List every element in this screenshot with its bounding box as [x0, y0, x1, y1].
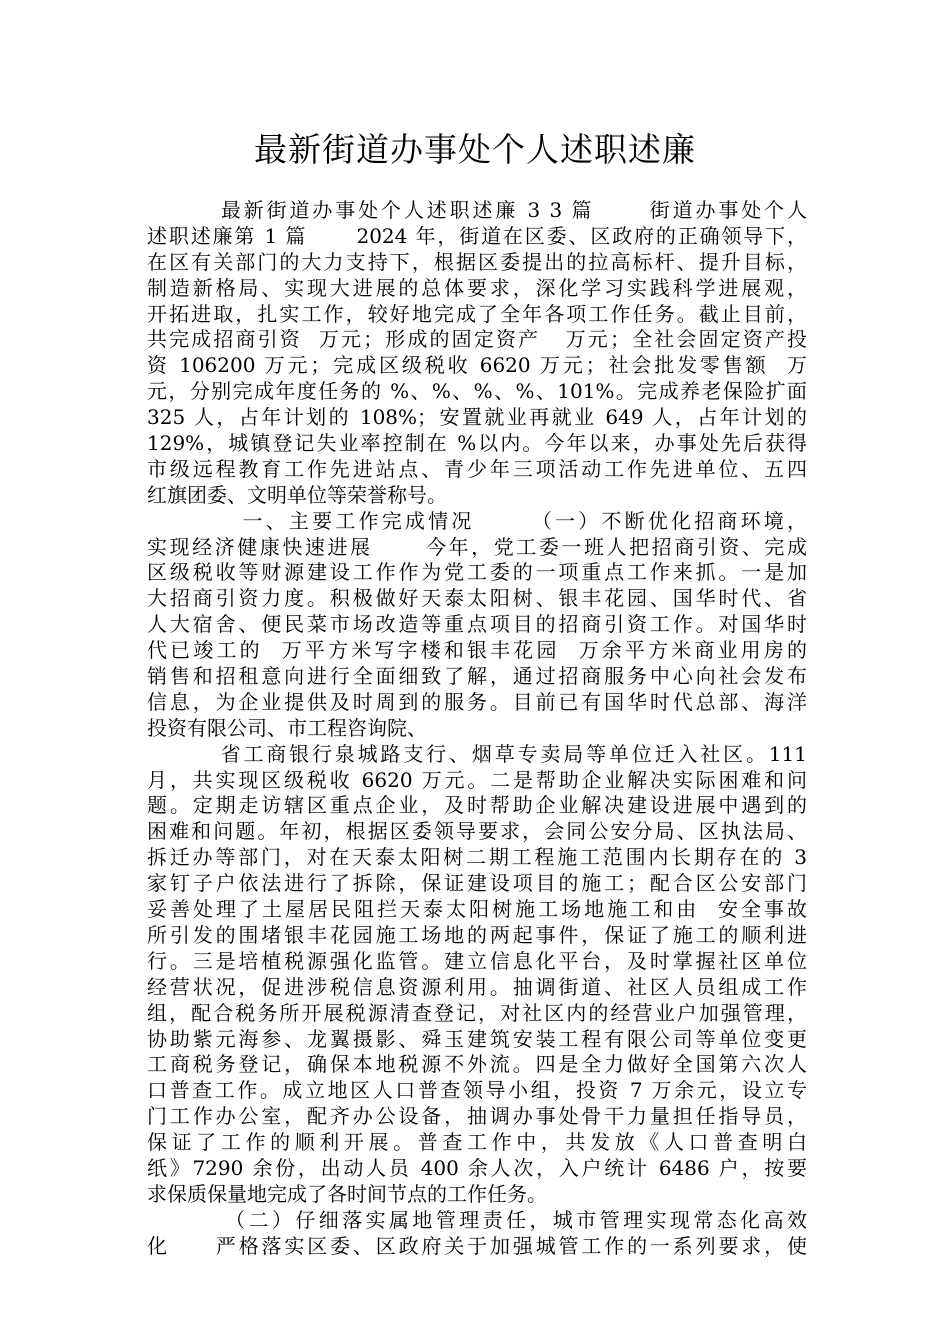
document-title: 最新街道办事处个人述职述廉 [254, 130, 696, 169]
document-body [147, 198, 807, 1260]
body-line: 经营状况，促进涉税信息资源利用。抽调街道、社区人员组成工作 [147, 974, 807, 999]
body-line: 组，配合税务所开展税源清查登记，对社区内的经营业户加强管理， [147, 1000, 807, 1025]
body-line: 门工作办公室，配齐办公设备，抽调办事处骨干力量担任指导员， [147, 1104, 807, 1129]
body-line: 红旗团委、文明单位等荣誉称号。 [147, 482, 447, 507]
body-line: 纸》7290 余份，出动人员 400 余人次，入户统计 6486 户，按要 [147, 1155, 807, 1180]
body-line: 开拓进取，扎实工作，较好地完成了全年各项工作任务。截止目前， [147, 301, 807, 326]
body-line: 行。三是培植税源强化监管。建立信息化平台，及时掌握社区单位 [147, 948, 807, 973]
body-line: 在区有关部门的大力支持下，根据区委提出的拉高标杆、提升目标， [147, 249, 807, 274]
body-line: 家钉子户依法进行了拆除，保证建设项目的施工；配合区公安部门 [147, 871, 807, 896]
body-line: 口普查工作。成立地区人口普查领导小组，投资 7 万余元，设立专 [147, 1078, 807, 1103]
body-line: 化 严格落实区委、区政府关于加强城管工作的一系列要求，使 [147, 1233, 807, 1258]
body-line: 题。定期走访辖区重点企业，及时帮助企业解决建设进展中遇到的 [147, 793, 807, 818]
body-line: 妥善处理了土屋居民阻拦天泰太阳树施工场地施工和由 安全事故 [147, 897, 807, 922]
body-line: 325 人，占年计划的 108%；安置就业再就业 649 人，占年计划的 [147, 405, 807, 430]
body-line: 人大宿舍、便民菜市场改造等重点项目的招商引资工作。对国华时 [147, 612, 807, 637]
body-line: 代已竣工的 万平方米写字楼和银丰花园 万余平方米商业用房的 [147, 638, 807, 663]
body-line: 月，共实现区级税收 6620 万元。二是帮助企业解决实际困难和问 [147, 767, 807, 792]
body-line: 共完成招商引资 万元；形成的固定资产 万元；全社会固定资产投 [147, 327, 807, 352]
body-line: 大招商引资力度。积极做好天泰太阳树、银丰花园、国华时代、省 [147, 586, 807, 611]
body-line: 省工商银行泉城路支行、烟草专卖局等单位迁入社区。111 [147, 741, 807, 766]
body-line: （二）仔细落实属地管理责任，城市管理实现常态化高效 [147, 1207, 807, 1232]
body-line: 所引发的围堵银丰花园施工场地的两起事件，保证了施工的顺利进 [147, 922, 807, 947]
body-line: 元，分别完成年度任务的 %、%、%、%、101%。完成养老保险扩面 [147, 379, 807, 404]
body-line: 保证了工作的顺利开展。普查工作中，共发放《人口普查明白 [147, 1130, 807, 1155]
body-line: 129%，城镇登记失业率控制在 %以内。今年以来，办事处先后获得 [147, 431, 807, 456]
body-line: 拆迁办等部门，对在天泰太阳树二期工程施工范围内长期存在的 3 [147, 845, 807, 870]
body-line: 实现经济健康快速进展 今年，党工委一班人把招商引资、完成 [147, 534, 807, 559]
body-line: 述职述廉第 1 篇 2024 年，街道在区委、区政府的正确领导下， [147, 223, 807, 248]
body-line: 工商税务登记，确保本地税源不外流。四是全力做好全国第六次人 [147, 1052, 807, 1077]
body-line: 资 106200 万元；完成区级税收 6620 万元；社会批发零售额 万 [147, 353, 807, 378]
body-line: 信息，为企业提供及时周到的服务。目前已有国华时代总部、海洋 [147, 689, 807, 714]
body-line: 最新街道办事处个人述职述廉 3 3 篇 街道办事处个人 [147, 198, 807, 222]
body-line: 市级远程教育工作先进站点、青少年三项活动工作先进单位、五四 [147, 456, 807, 481]
body-line: 一、主要工作完成情况 （一）不断优化招商环境， [147, 508, 807, 533]
body-line: 困难和问题。年初，根据区委领导要求，会同公安分局、区执法局、 [147, 819, 807, 844]
body-line: 求保质保量地完成了各时间节点的工作任务。 [147, 1181, 547, 1206]
body-line: 制造新格局、实现大进展的总体要求，深化学习实践科学进展观， [147, 275, 807, 300]
body-line: 协助紫元海参、龙翼摄影、舜玉建筑安装工程有限公司等单位变更 [147, 1026, 807, 1051]
body-line: 投资有限公司、市工程咨询院、 [147, 715, 427, 740]
body-line: 区级税收等财源建设工作作为党工委的一项重点工作来抓。一是加 [147, 560, 807, 585]
body-line: 销售和招租意向进行全面细致了解，通过招商服务中心向社会发布 [147, 664, 807, 689]
